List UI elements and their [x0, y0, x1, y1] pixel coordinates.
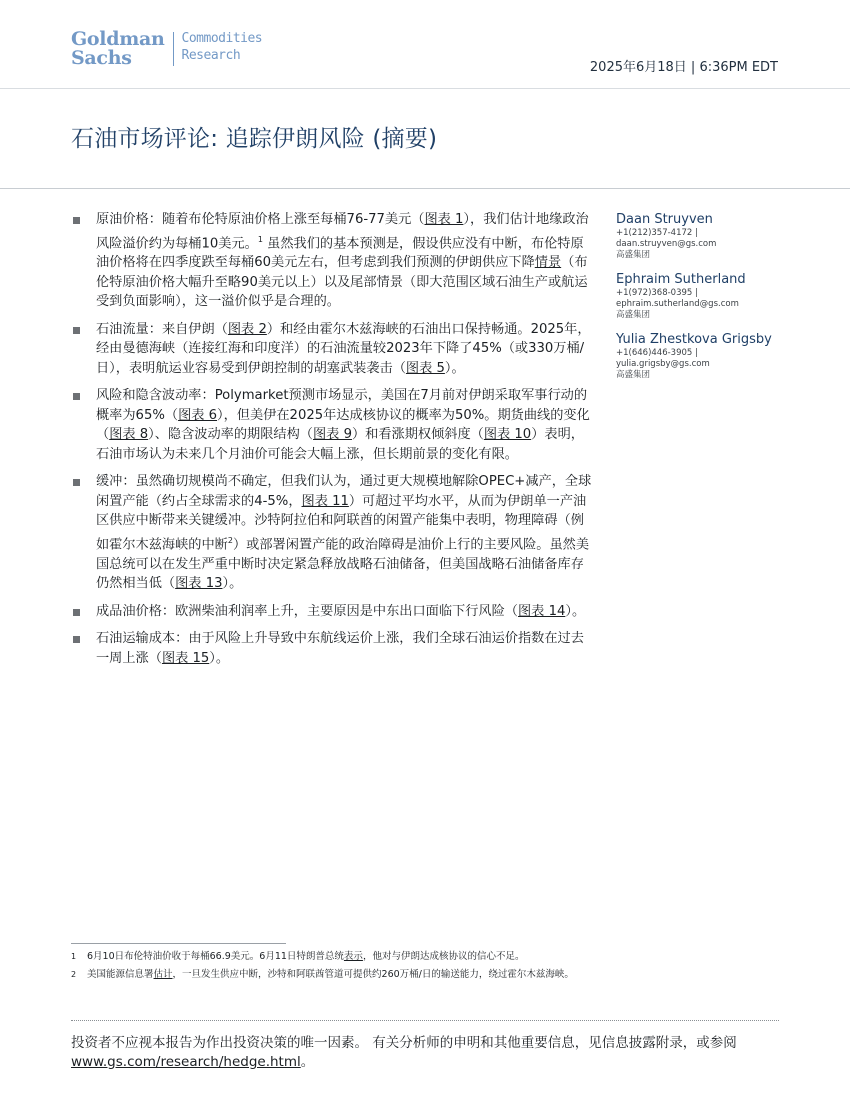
bullet-text: 来自伊朗（ [161, 321, 228, 337]
bullet-text: ）。 [222, 576, 243, 592]
bullet-text: （布伦特原油价格大幅升至略90美元以上）以及尾部情景（即大范围区域石油生产或航运受到负面影响），这一溢价似乎是合理的。 [96, 255, 588, 310]
bullet-text: ）或部署闲置产能的政治障碍是油价上行的主要风险。虽然美国总统可以在发生严重中断时决定紧急释放战略石油储备，但美国战略石油储备库存仍然相当低（ [96, 537, 590, 592]
analyst-email[interactable]: ephraim.sutherland@gs.com [616, 299, 739, 309]
bullet-oil-flows [71, 320, 596, 379]
analyst-firm: 高盛集团 [616, 310, 651, 320]
bullet-text: ）可超过平均水平，从而为伊朗单一产油区供应中断带来关键缓冲。沙特阿拉伯和阿联酋的闲置产能集中表明，物理障碍（例如霍尔木兹海峡的中断 [96, 493, 587, 553]
footnote [71, 950, 596, 964]
footnote-text-part: ，一旦发生供应中断，沙特和阿联酋管道可提供约260万桶/日的输送能力，绕过霍尔木兹海峡。 [172, 968, 574, 980]
logo-line-1: Goldman [71, 28, 165, 50]
disclaimer [71, 1034, 771, 1072]
header-divider [0, 88, 850, 89]
bullet-text: 虽然我们的基本预测是，假设供应没有中断，布伦特原油价格将在四季度跌至每桶60美元左右，但考虑到我们预测的伊朗供应下降 [96, 235, 584, 271]
analyst-list [616, 212, 786, 392]
analyst-firm: 高盛集团 [616, 370, 651, 380]
analyst-phone: +1(212)357-4172 | [616, 228, 698, 238]
chart-link[interactable]: 图表 1 [424, 212, 464, 227]
bullet-text: ），我们估计地缘政治风险溢价约为每桶10美元。 [96, 212, 589, 251]
footnote-text-part: 美国能源信息署 [87, 968, 154, 980]
chart-link[interactable]: 图表 15 [161, 650, 210, 666]
summary-bullets [71, 210, 596, 676]
title-divider [0, 188, 850, 189]
bullet-text: ）表明，石油市场认为未来几个月油价可能会大幅上涨，但长期前景的变化有限。 [96, 427, 584, 462]
analyst-firm: 高盛集团 [616, 250, 651, 260]
bullet-heading: 石油运输成本： [96, 631, 189, 647]
footnotes [71, 950, 596, 985]
footnote-ref[interactable]: 2 [227, 535, 233, 545]
chart-link[interactable]: 图表 11 [301, 493, 349, 509]
bullet-text: ）。 [209, 650, 230, 666]
footnote-divider [71, 943, 286, 944]
footnote-text [87, 968, 574, 982]
bullet-text: 随着布伦特原油价格上涨至每桶76-77美元（ [161, 212, 425, 227]
scenario-link[interactable]: 情景 [534, 255, 562, 271]
bullet-heading: 风险和隐含波动率： [96, 388, 215, 404]
bullet-text: 虽然确切规模尚不确定，但我们认为，通过更大规模地解除OPEC+减产，全球闲置产能（约占全球需求的4-5%， [96, 474, 592, 509]
bullet-heading: 原油价格： [96, 212, 162, 227]
footnote-text-part: ，他对与伊朗达成核协议的信心不足。 [362, 951, 525, 962]
bullet-heading: 缓冲： [96, 474, 136, 490]
chart-link[interactable]: 图表 2 [227, 321, 267, 337]
bullet-text: 欧洲柴油利润率上升，主要原因是中东出口面临下行风险（ [175, 603, 518, 619]
bullet-risk-volatility [71, 386, 596, 464]
chart-link[interactable]: 图表 10 [483, 427, 532, 443]
bullet-text: Polymarket预测市场显示，美国在7月前对伊朗采取军事行动的概率为65%（ [96, 388, 588, 423]
analyst-card [616, 272, 786, 321]
footnote-text-part: 6月10日布伦特油价收于每桶66.9美元。6月11日特朗普总统 [87, 951, 344, 962]
bullet-text: 由于风险上升导致中东航线运价上涨，我们全球石油运价指数在过去一周上涨（ [96, 631, 584, 666]
bullet-heading: 成品油价格： [96, 603, 176, 619]
footnote-number: 1 [71, 952, 77, 961]
bullet-shipping-costs [71, 629, 596, 668]
bullet-text: ）。 [565, 603, 586, 619]
footnote-ref[interactable]: 1 [257, 234, 263, 244]
analyst-name: Yulia Zhestkova Grigsby [616, 332, 772, 347]
footnote-text [87, 950, 524, 964]
disclaimer-divider [71, 1020, 779, 1021]
division-line-2: Research [181, 48, 241, 63]
analyst-email[interactable]: daan.struyven@gs.com [616, 239, 717, 249]
disclaimer-end: 。 [300, 1054, 315, 1070]
bullet-crude-price [71, 210, 596, 312]
footnote-link[interactable]: 估计 [153, 968, 173, 980]
chart-link[interactable]: 图表 13 [175, 576, 223, 592]
analyst-name: Daan Struyven [616, 212, 713, 227]
report-date: 2025年6月18日 | 6:36PM EDT [589, 60, 778, 75]
bullet-text: ），但美伊在2025年达成核协议的概率为50%。期货曲线的变化（ [96, 407, 590, 443]
bullet-text: ）、隐含波动率的期限结构（ [148, 427, 313, 443]
logo-divider [173, 32, 174, 66]
analyst-phone: +1(972)368-0395 | [616, 288, 698, 298]
division-name [182, 30, 263, 64]
chart-link[interactable]: 图表 6 [178, 407, 218, 423]
disclosure-link[interactable]: www.gs.com/research/hedge.html [71, 1054, 301, 1070]
footnote [71, 968, 596, 982]
bullet-product-prices [71, 602, 596, 622]
analyst-phone: +1(646)446-3905 | [616, 348, 698, 358]
analyst-card [616, 332, 786, 381]
analyst-email[interactable]: yulia.grigsby@gs.com [616, 359, 710, 369]
chart-link[interactable]: 图表 9 [313, 427, 352, 443]
logo-line-2: Sachs [71, 47, 132, 69]
chart-link[interactable]: 图表 14 [518, 603, 566, 619]
logo-wordmark [71, 30, 165, 68]
bullet-heading: 石油流量： [96, 321, 162, 337]
bullet-buffer [71, 472, 596, 593]
bullet-text: ）。 [444, 360, 465, 376]
bullet-text: ）和看涨期权倾斜度（ [351, 427, 484, 443]
chart-link[interactable]: 图表 8 [109, 427, 149, 443]
analyst-card [616, 212, 786, 261]
footnote-link[interactable]: 表示 [343, 951, 363, 962]
division-line-1: Commodities [181, 31, 263, 46]
disclaimer-text: 投资者不应视本报告为作出投资决策的唯一因素。 有关分析师的申明和其他重要信息，见信息披露附录，或参阅 [71, 1035, 737, 1051]
analyst-name: Ephraim Sutherland [616, 272, 746, 287]
page-title: 石油市场评论: 追踪伊朗风险 (摘要) [71, 126, 438, 152]
goldman-sachs-logo [71, 30, 262, 68]
footnote-number: 2 [71, 969, 77, 979]
chart-link[interactable]: 图表 5 [405, 360, 445, 376]
bullet-text: ）和经由霍尔木兹海峡的石油出口保持畅通。2025年，经由曼德海峡（连接红海和印度洋）的石油流量较2023年下降了45%（或330万桶/日），表明航运业容易受到伊朗控制的胡塞武装袭击（ [96, 321, 591, 376]
